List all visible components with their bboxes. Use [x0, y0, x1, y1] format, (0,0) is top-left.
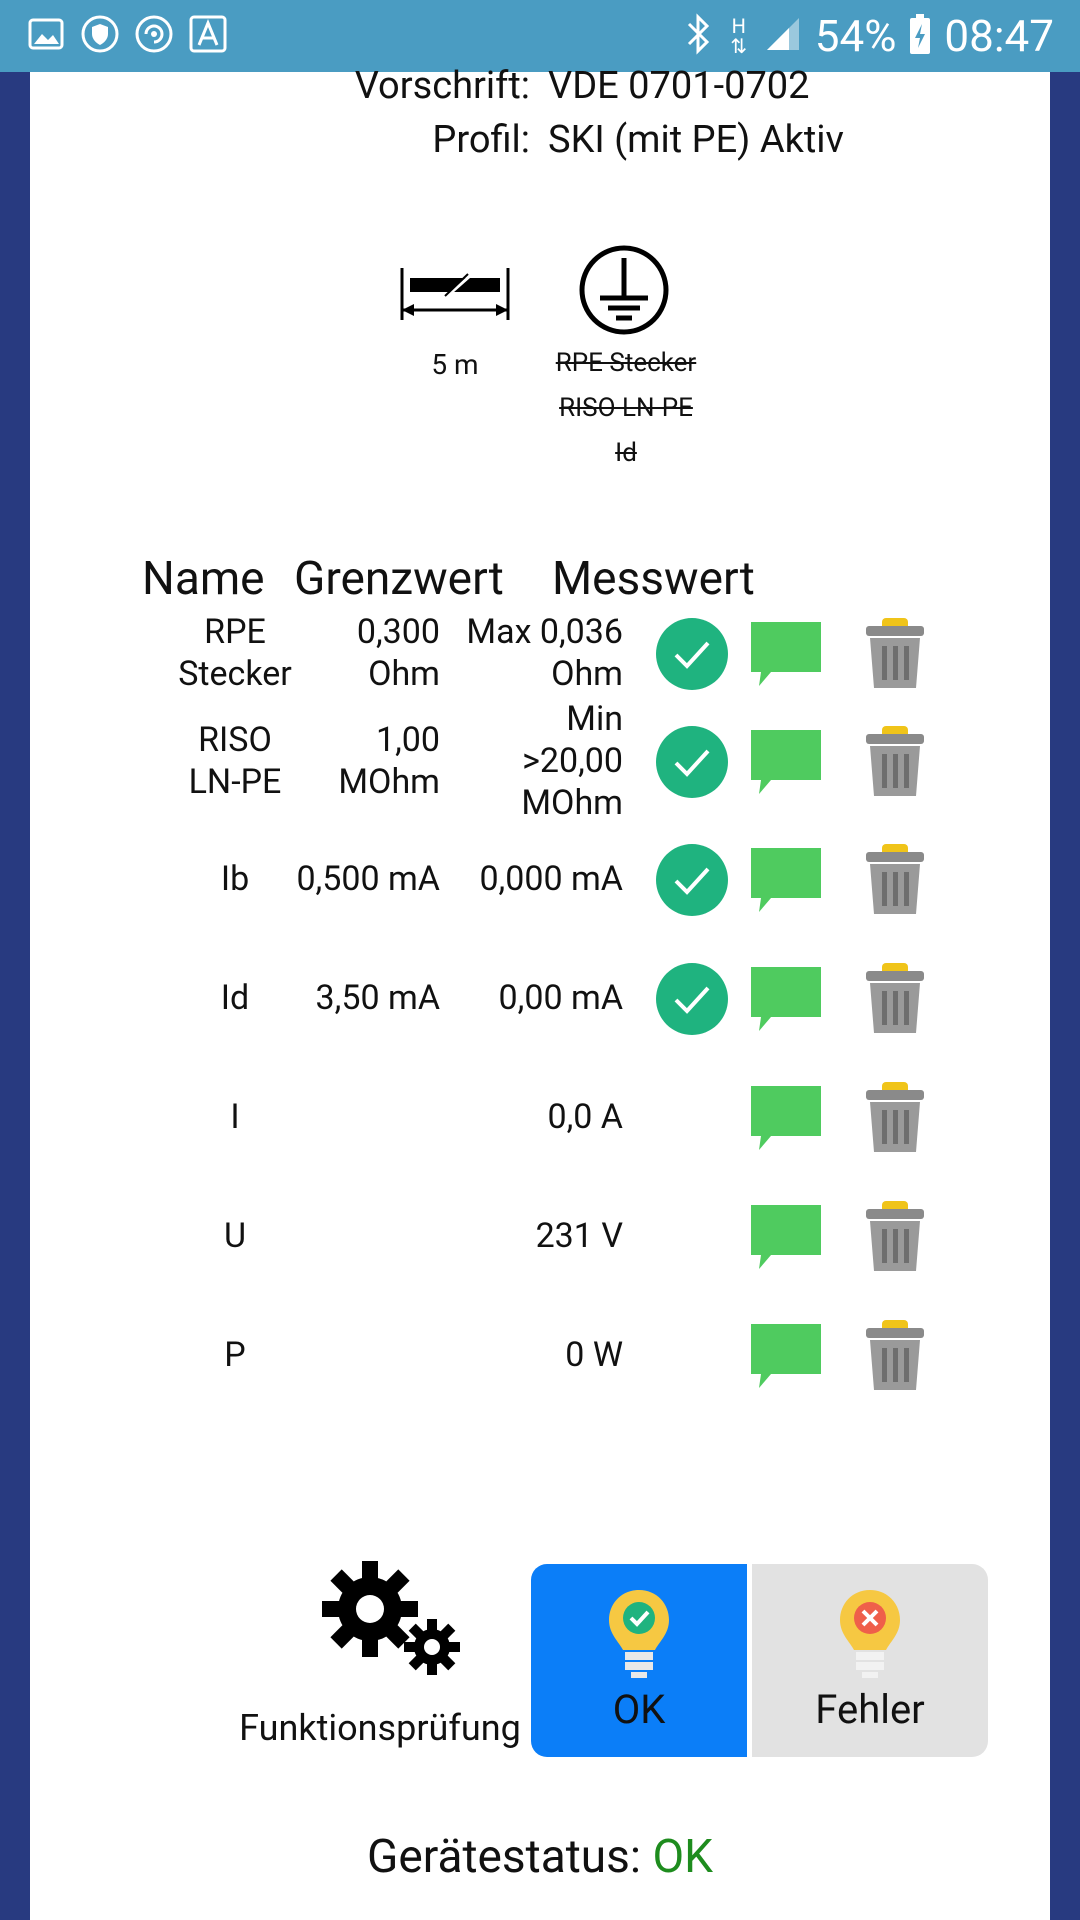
- ground-item-riso: RISO LN-PE: [559, 393, 693, 423]
- comment-icon[interactable]: [749, 844, 823, 916]
- row-limit: 0,300 Ohm: [356, 612, 440, 694]
- row-name: Id: [220, 978, 250, 1018]
- row-measured: Min >20,00 MOhm: [521, 699, 623, 823]
- trash-icon[interactable]: [860, 616, 930, 692]
- battery-percent: 54%: [814, 10, 897, 62]
- row-name: U: [223, 1216, 247, 1256]
- device-status-label: Gerätestatus:: [367, 1830, 642, 1884]
- header-name: Name: [142, 552, 265, 606]
- cable-length: 5 m: [431, 348, 479, 381]
- row-limit: 0,500 mA: [296, 859, 440, 899]
- row-limit: 3,50 mA: [315, 978, 440, 1018]
- comment-icon[interactable]: [749, 963, 823, 1035]
- profile-label: Profil:: [432, 118, 530, 162]
- function-test-label: Funktionsprüfung: [239, 1707, 521, 1749]
- cable-length-icon: [390, 260, 520, 330]
- trash-icon[interactable]: [860, 1318, 930, 1394]
- row-name: P: [224, 1335, 246, 1375]
- rule-label: Vorschrift:: [354, 64, 530, 108]
- row-measured: 0 W: [565, 1335, 623, 1375]
- ground-symbol-icon: [578, 244, 670, 336]
- row-measured: Max 0,036 Ohm: [466, 612, 623, 694]
- row-measured: 0,0 A: [547, 1097, 623, 1137]
- trash-icon[interactable]: [860, 1199, 930, 1275]
- row-measured: 231 V: [535, 1216, 623, 1256]
- ok-button[interactable]: [531, 1564, 747, 1757]
- gears-icon: [318, 1557, 464, 1677]
- clock: 08:47: [944, 10, 1054, 62]
- trash-icon[interactable]: [860, 1080, 930, 1156]
- comment-icon[interactable]: [749, 618, 823, 690]
- shield-icon: [80, 14, 120, 58]
- row-name: RISO LN-PE: [188, 720, 282, 802]
- error-button[interactable]: [752, 1564, 988, 1757]
- device-status-value: OK: [652, 1830, 713, 1884]
- device-status: [30, 1830, 1050, 1884]
- trash-icon[interactable]: [860, 724, 930, 800]
- trash-icon[interactable]: [860, 842, 930, 918]
- trash-icon[interactable]: [860, 961, 930, 1037]
- row-measured: 0,000 mA: [479, 859, 623, 899]
- row-measured: 0,00 mA: [498, 978, 623, 1018]
- header-measured: Messwert: [552, 552, 755, 606]
- ok-label: OK: [612, 1686, 666, 1733]
- font-icon: [188, 14, 228, 58]
- status-bar: [0, 0, 1080, 72]
- profile-value: SKI (mit PE) Aktiv: [548, 118, 844, 162]
- data-icon: H ⇅: [730, 14, 748, 58]
- row-name: RPE Stecker: [178, 612, 292, 694]
- row-name: Ib: [220, 859, 250, 899]
- bulb-ok-icon: [605, 1586, 673, 1686]
- function-test-button[interactable]: [220, 1557, 540, 1757]
- battery-charging-icon: [908, 12, 932, 60]
- header-limit: Grenzwert: [294, 552, 504, 606]
- check-icon: [656, 963, 728, 1035]
- check-icon: [656, 618, 728, 690]
- comment-icon[interactable]: [749, 726, 823, 798]
- ground-item-rpe: RPE Stecker: [555, 348, 697, 378]
- comment-icon[interactable]: [749, 1201, 823, 1273]
- check-icon: [656, 844, 728, 916]
- error-label: Fehler: [815, 1686, 925, 1733]
- bluetooth-icon: [681, 12, 715, 60]
- comment-icon[interactable]: [749, 1320, 823, 1392]
- row-name: I: [230, 1097, 240, 1137]
- gallery-icon: [26, 14, 66, 58]
- check-icon: [656, 726, 728, 798]
- row-limit: 1,00 MOhm: [338, 720, 440, 802]
- ground-item-id: Id: [615, 438, 637, 468]
- main-panel: [30, 64, 1050, 1920]
- comment-icon[interactable]: [749, 1082, 823, 1154]
- rule-value: VDE 0701-0702: [548, 64, 810, 108]
- signal-icon: [763, 14, 803, 58]
- sync-icon: [134, 14, 174, 58]
- bulb-error-icon: [836, 1586, 904, 1686]
